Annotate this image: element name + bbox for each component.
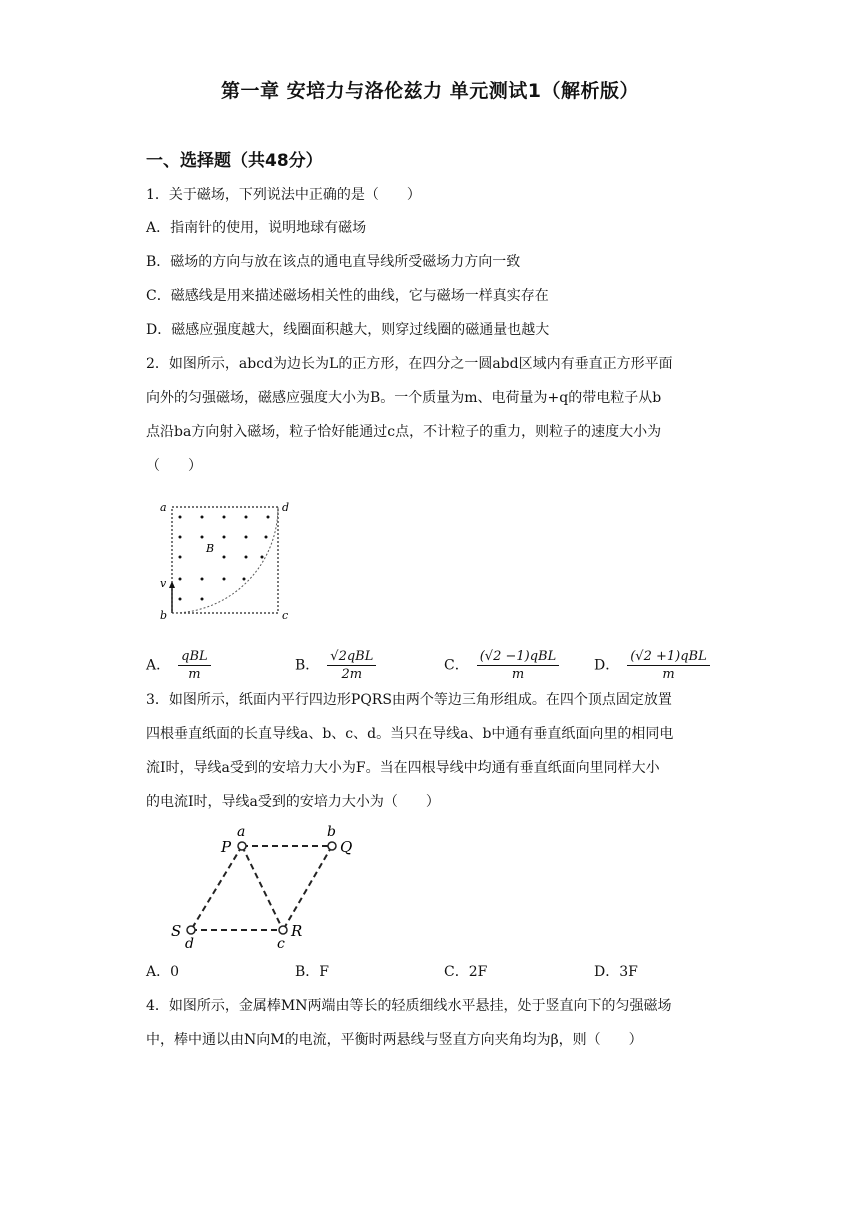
q1-option-c: C．磁感线是用来描述磁场相关性的曲线，它与磁场一样真实存在 [146,288,549,304]
document-title: 第一章 安培力与洛伦兹力 单元测试1（解析版） [221,80,639,102]
q3-option-a: A．0 [146,964,180,980]
q3-stem-line4: 的电流I时，导线a受到的安培力大小为（ ） [146,794,440,810]
q2-figure-square-field [150,495,300,625]
q2-label-B: B [206,542,215,555]
q3-option-c: C．2F [444,964,488,980]
q2-label-b: b [160,609,168,622]
q2-option-a: A． $\frac{\text{qBL}}{m}$ [146,648,211,683]
q4-stem-line2: 中，棒中通以由N向M的电流，平衡时两悬线与竖直方向夹角均为β，则（ ） [146,1032,643,1048]
q3-stem-line2: 四根垂直纸面的长直导线a、b、c、d。当只在导线a、b中通有垂直纸面向里的相同电 [146,726,674,742]
q2-stem-line4: （ ） [146,458,202,474]
q3-label-d: d [185,936,194,952]
q2-option-d: D． $\frac{\text{(√2 +1)qBL}}{m}$ [594,648,710,683]
q3-label-S: S [171,922,182,940]
q2-option-c: C． $\frac{\text{(√2 −1)qBL}}{m}$ [444,648,559,683]
q1-option-b: B．磁场的方向与放在该点的通电直导线所受磁场力方向一致 [146,254,521,270]
q1-stem: 1．关于磁场，下列说法中正确的是（ ） [146,187,421,203]
q2-label-d: d [282,501,290,514]
q3-label-R: R [291,922,303,940]
q4-stem-line1: 4．如图所示，金属棒MN两端由等长的轻质细线水平悬挂，处于竖直向下的匀强磁场 [146,998,672,1014]
q2-label-c: c [282,609,289,622]
q3-label-P: P [221,838,232,856]
q3-label-b: b [327,824,336,840]
q3-option-d: D．3F [594,964,638,980]
q3-figure-parallelogram [165,822,365,952]
q3-label-a: a [237,824,246,840]
q2-label-a: a [160,501,167,514]
q2-stem-line2: 向外的匀强磁场，磁感应强度大小为B。一个质量为m、电荷量为+q的带电粒子从b [146,390,662,406]
q2-option-b: B． $\frac{\text{√2qBL}}{2m}$ [295,648,376,683]
q1-option-a: A．指南针的使用，说明地球有磁场 [146,220,367,236]
q3-stem-line3: 流I时，导线a受到的安培力大小为F。当在四根导线中均通有垂直纸面向里同样大小 [146,760,660,776]
q2-label-v: v [160,577,167,590]
q3-option-b: B．F [295,964,330,980]
q3-label-Q: Q [340,838,353,856]
section-heading: 一、选择题（共48分） [146,151,323,171]
q2-stem-line1: 2．如图所示，abcd为边长为L的正方形，在四分之一圆abd区域内有垂直正方形平面 [146,356,673,372]
q2-stem-line3: 点沿ba方向射入磁场，粒子恰好能通过c点，不计粒子的重力，则粒子的速度大小为 [146,424,662,440]
q3-label-c: c [277,936,285,952]
q1-option-d: D．磁感应强度越大，线圈面积越大，则穿过线圈的磁通量也越大 [146,322,550,338]
q3-stem-line1: 3．如图所示，纸面内平行四边形PQRS由两个等边三角形组成。在四个顶点固定放置 [146,692,672,708]
